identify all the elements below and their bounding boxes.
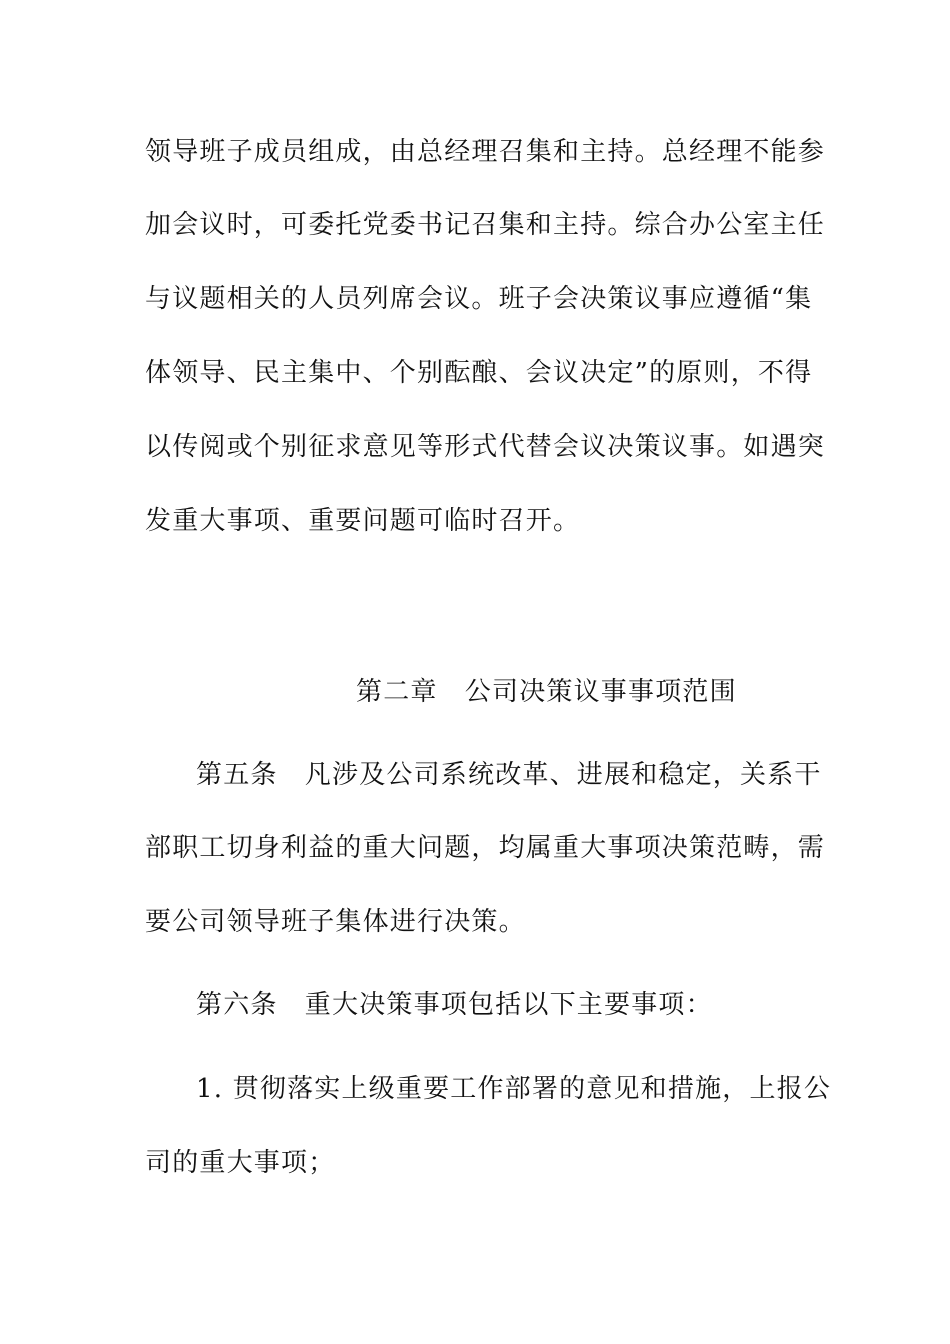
- text-line: 体领导、民主集中、个别酝酿、会议决定”的原则，不得: [145, 358, 813, 388]
- text-line: 第五条 凡涉及公司系统改革、进展和稳定，关系干: [196, 760, 822, 790]
- text-line: 领导班子成员组成，由总经理召集和主持。总经理不能参: [145, 137, 826, 167]
- text-line: 第六条 重大决策事项包括以下主要事项：: [196, 990, 713, 1020]
- text-line: 1. 贯彻落实上级重要工作部署的意见和措施，上报公: [196, 1074, 832, 1104]
- text-line: 与议题相关的人员列席会议。班子会决策议事应遵循“集: [145, 284, 813, 314]
- text-line: 部职工切身利益的重大问题，均属重大事项决策范畴，需: [145, 833, 826, 863]
- text-line: 加会议时，可委托党委书记召集和主持。综合办公室主任: [145, 210, 826, 240]
- chapter-heading: 第二章 公司决策议事事项范围: [356, 677, 737, 707]
- text-line: 要公司领导班子集体进行决策。: [145, 907, 526, 937]
- text-line: 发重大事项、重要问题可临时召开。: [145, 506, 581, 536]
- text-line: 司的重大事项；: [145, 1148, 336, 1178]
- text-line: 以传阅或个别征求意见等形式代替会议决策议事。如遇突: [145, 432, 826, 462]
